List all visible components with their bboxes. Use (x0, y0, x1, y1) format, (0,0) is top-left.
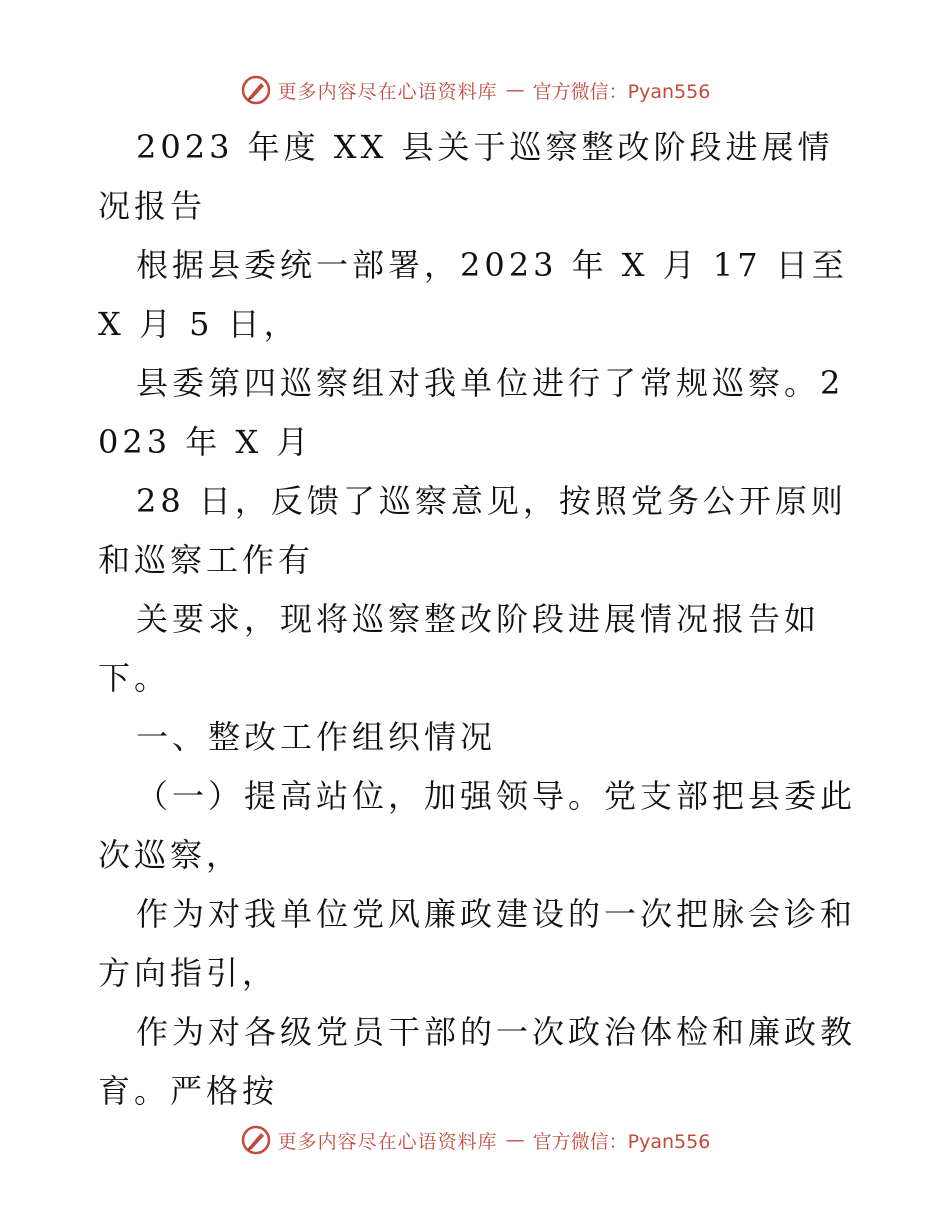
watermark-dash: — (505, 1129, 525, 1151)
header-watermark (0, 70, 950, 110)
paragraph-line: 作为对各级党员干部的一次政治体检和廉政教育。严格按 (98, 1013, 857, 1110)
paragraph-line: 28 日，反馈了巡察意见，按照党务公开原则和巡察工作有 (98, 482, 847, 579)
watermark-text: 更多内容尽在心语资料库 (277, 1130, 498, 1153)
watermark-dash: — (505, 79, 525, 101)
paragraph-line: （一）提高站位，加强领导。党支部把县委此次巡察， (98, 777, 857, 874)
paragraph-line: 县委第四巡察组对我单位进行了常规巡察。2023 年 X 月 (98, 364, 845, 461)
pen-in-circle-logo-icon (240, 74, 272, 106)
document-body (98, 118, 858, 1121)
footer-watermark (0, 1120, 950, 1160)
document-title: 2023 年度 XX 县关于巡察整改阶段进展情况报告 (98, 128, 834, 225)
section-heading: 一、整改工作组织情况 (136, 718, 497, 756)
paragraph-line: 关要求，现将巡察整改阶段进展情况报告如下。 (98, 600, 821, 697)
pen-in-circle-logo-icon (240, 1124, 272, 1156)
watermark-contact: 官方微信：Pyan556 (532, 80, 711, 103)
paragraph-line: 作为对我单位党风廉政建设的一次把脉会诊和方向指引， (98, 895, 857, 992)
watermark-contact: 官方微信：Pyan556 (532, 1130, 711, 1153)
paragraph-line: 根据县委统一部署，2023 年 X 月 17 日至 X 月 5 日， (98, 246, 848, 343)
watermark-text: 更多内容尽在心语资料库 (277, 80, 498, 103)
